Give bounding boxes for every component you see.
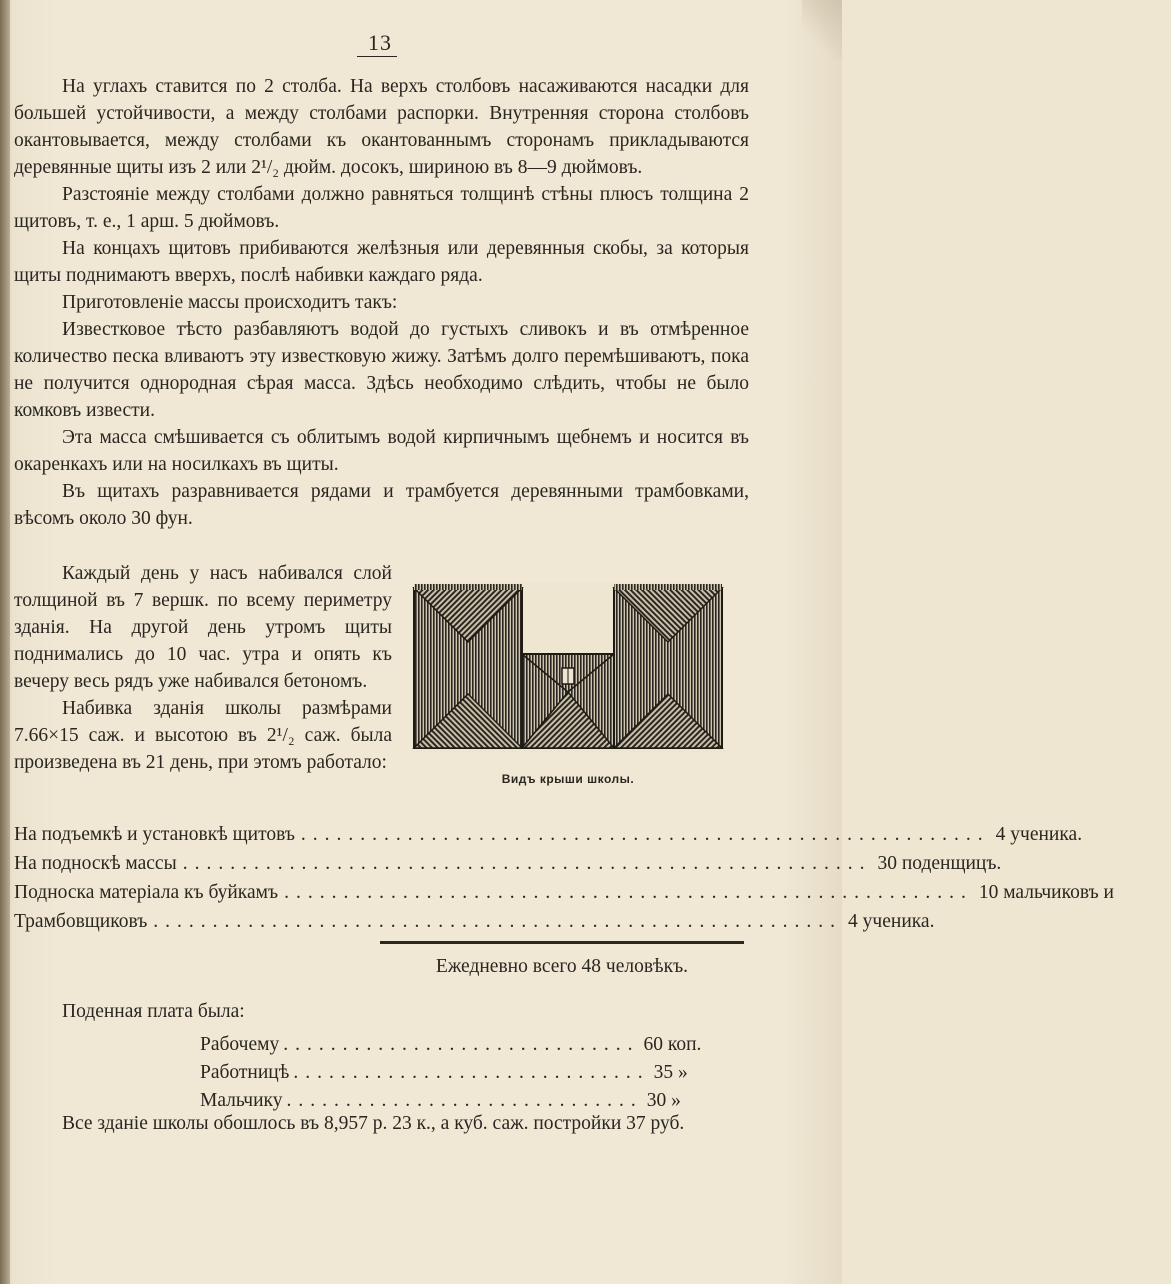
page-corner-shadow (802, 0, 842, 60)
leader-dots: .............................. (283, 1034, 640, 1055)
total-rule (380, 941, 744, 944)
worker-count: 10 мальчиковъ и (978, 882, 1114, 903)
paragraph-total-cost: Все зданіе школы обошлось въ 8,957 р. 23 к., а куб. саж. постройки 37 руб. (62, 1113, 685, 1134)
list-item (14, 878, 1114, 907)
paragraph-brackets: На концахъ щитовъ прибиваются желѣзныя или деревянныя скобы, за которыя щиты поднимаютъ вверхъ, послѣ набивки каждаго ряда. (14, 238, 749, 286)
pay-role: Работницѣ (200, 1062, 290, 1083)
leader-dots: .............................. (286, 1090, 643, 1111)
figure-caption: Видъ крыши школы. (501, 772, 635, 786)
worker-role: Трамбовщиковъ (14, 911, 148, 932)
roof-illustration (412, 582, 724, 752)
list-item (200, 1059, 688, 1087)
paragraph-posts: На углахъ ставится по 2 столба. На верхъ столбовъ насаживаются насадки для большей устойчивости, а между столбами распорки. Внутренняя сторона столбовъ окантовывается, между столбами къ окантованнымъ сторонамъ прикладываются деревянные щиты изъ 2 или 2¹/₂ дюйм. досокъ, шириною въ 8—9 дюймовъ. (14, 76, 749, 178)
paragraph-mixing: Эта масса смѣшивается съ облитымъ водой кирпичнымъ щебнемъ и носится въ окаренкахъ или на носилкахъ въ щиты. (14, 427, 749, 475)
paragraph-ramming: Въ щитахъ разравнивается рядами и трамбуется деревянными трамбовками, вѣсомъ около 30 фун. (14, 481, 749, 529)
list-item (200, 1031, 702, 1059)
pay-amount: 30 » (646, 1090, 681, 1111)
leader-dots: .............................. (293, 1062, 650, 1083)
paragraph-distance: Разстояніе между столбами должно равняться толщинѣ стѣны плюсъ толщина 2 щитовъ, т. е., 1 арш. 5 дюймовъ. (14, 184, 749, 232)
pay-amount: 35 » (653, 1062, 688, 1083)
pay-heading: Поденная плата была: (62, 1001, 245, 1022)
roof-figure (412, 582, 724, 786)
paragraph-daily-layer: Каждый день у насъ набивался слой толщиной въ 7 вершк. по всему периметру зданія. На другой день утромъ щиты поднимались до 10 час. утра и опять къ вечеру весь рядъ уже набивался бетономъ. (14, 563, 392, 692)
leader-dots: .......................................................... (182, 853, 872, 874)
paragraph-mass-intro: Приготовленіе массы происходитъ такъ: (62, 292, 398, 313)
page-number: 13 (368, 30, 392, 55)
list-item (14, 820, 1083, 849)
worker-count: 30 поденщицъ. (877, 853, 1002, 874)
pay-list (200, 1031, 702, 1115)
total-cost (14, 1110, 749, 1138)
page-binding-edge (0, 0, 10, 1284)
worker-role: Подноска матеріала къ буйкамъ (14, 882, 279, 903)
leader-dots: .......................................................... (284, 882, 973, 903)
daily-total: Ежедневно всего 48 человѣкъ. (435, 956, 689, 977)
worker-count: 4 ученика. (995, 824, 1083, 845)
paragraph-building-size: Набивка зданія школы размѣрами 7.66×15 саж. и высотою въ 2¹/₂ саж. была произведена въ 21 день, при этомъ работало: (14, 698, 392, 773)
list-item (14, 849, 1002, 878)
list-item (14, 907, 935, 936)
worker-count: 4 ученика. (848, 911, 935, 932)
side-column-text (14, 560, 392, 776)
leader-dots: .......................................................... (300, 824, 990, 845)
main-text (14, 73, 749, 532)
worker-role: На подъемкѣ и установкѣ щитовъ (14, 824, 295, 845)
paragraph-lime-paste: Известковое тѣсто разбавляютъ водой до густыхъ сливокъ и въ отмѣренное количество песка вливаютъ эту известковую жижу. Затѣмъ долго перемѣшиваютъ, пока не получится однородная сѣрая масса. Здѣсь необходимо слѣдить, чтобы не было комковъ извести. (14, 319, 749, 421)
page-number-underline (357, 56, 397, 57)
worker-role: На подноскѣ массы (14, 853, 177, 874)
pay-amount: 60 коп. (643, 1034, 702, 1055)
leader-dots: .......................................................... (153, 911, 843, 932)
pay-role: Рабочему (200, 1034, 280, 1055)
workers-list (14, 820, 1114, 936)
pay-role: Мальчику (200, 1090, 283, 1111)
